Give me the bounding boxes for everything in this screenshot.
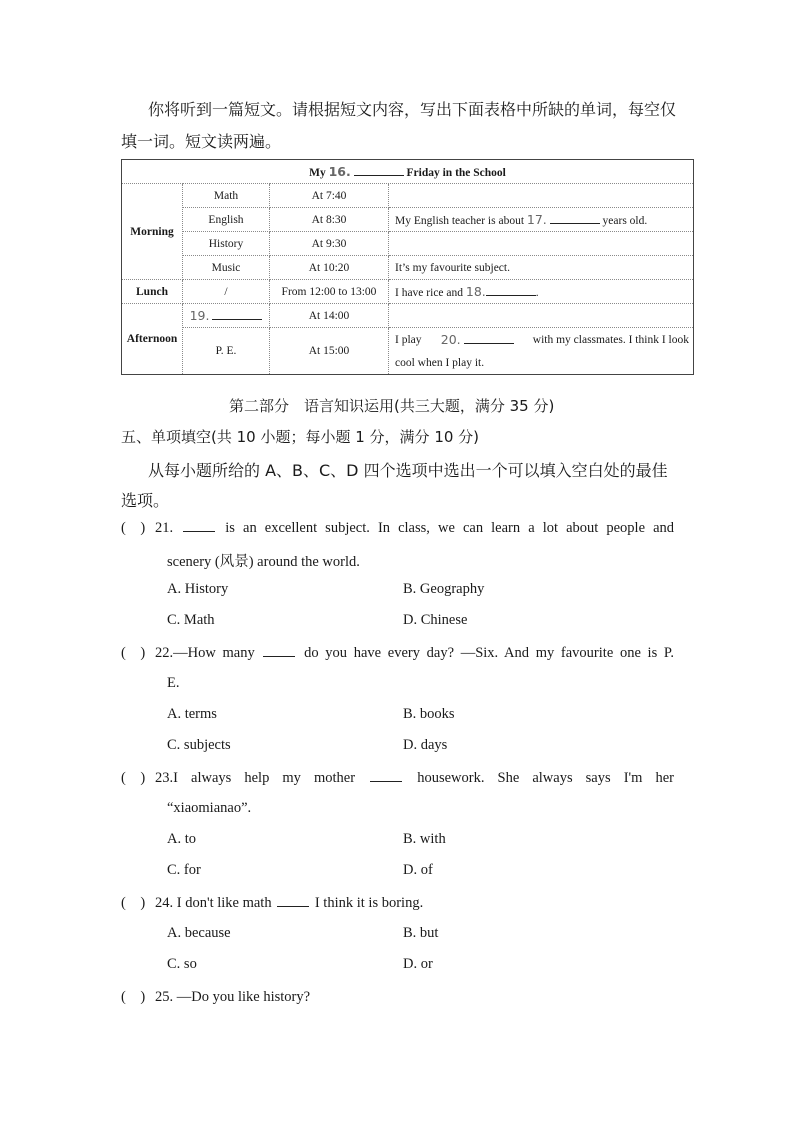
option-d[interactable]: D. days (403, 737, 448, 753)
note-cell: It’s my favourite subject. (389, 256, 694, 280)
question-24: ( ) 24. I don't like math I think it is boring. (121, 895, 424, 911)
question-blank (370, 769, 402, 782)
note-cell (389, 184, 694, 208)
listening-instruction-line2: 填一词。短文读两遍。 (121, 132, 282, 151)
note-cell: My English teacher is about 17. years old. (389, 208, 694, 232)
answer-blank-18[interactable] (486, 285, 536, 296)
option-b[interactable]: B. books (403, 706, 455, 722)
option-d[interactable]: D. Chinese (403, 612, 468, 628)
time-cell: From 12:00 to 13:00 (270, 280, 389, 304)
blank-number-19: 19. (189, 308, 210, 323)
option-a[interactable]: A. to (167, 831, 196, 847)
time-cell: At 10:20 (270, 256, 389, 280)
subject-cell: P. E. (183, 328, 270, 375)
subject-cell: Math (183, 184, 270, 208)
directions-line1: 从每小题所给的 A、B、C、D 四个选项中选出一个可以填入空白处的最佳 (148, 461, 668, 480)
option-c[interactable]: C. Math (167, 612, 215, 628)
subject-cell (183, 304, 270, 328)
option-c[interactable]: C. so (167, 956, 197, 972)
answer-paren[interactable]: ( ) (121, 520, 146, 536)
time-cell: At 8:30 (270, 208, 389, 232)
option-d[interactable]: D. of (403, 862, 433, 878)
question-continuation: E. (167, 675, 180, 691)
answer-blank-20[interactable] (464, 333, 514, 344)
option-b[interactable]: B. but (403, 925, 439, 941)
question-25: ( ) 25. —Do you like history? (121, 989, 311, 1005)
note-cell (389, 304, 694, 328)
time-cell: At 9:30 (270, 232, 389, 256)
blank-number-17: 17. (526, 212, 547, 227)
blank-number-16: 16. (328, 164, 351, 179)
option-a[interactable]: A. History (167, 581, 229, 597)
question-22: ( ) 22.—How many do you have every day? —Six. And my favourite one is P. (121, 645, 674, 661)
question-blank (183, 519, 215, 532)
question-21: ( ) 21. is an excellent subject. In class, we can learn a lot about people and (121, 520, 675, 536)
time-cell: At 7:40 (270, 184, 389, 208)
directions-line2: 选项。 (121, 491, 170, 510)
option-b[interactable]: B. with (403, 831, 446, 847)
answer-blank-19[interactable] (212, 309, 262, 320)
question-blank (263, 644, 295, 657)
listening-instruction-line1: 你将听到一篇短文。请根据短文内容，写出下面表格中所缺的单词，每空仅 (148, 100, 677, 119)
option-c[interactable]: C. for (167, 862, 201, 878)
answer-blank-17[interactable] (550, 213, 600, 224)
subject-cell: / (183, 280, 270, 304)
schedule-table (121, 159, 694, 375)
question-23: ( ) 23.I always help my mother housework. She always says I'm her (121, 770, 675, 786)
question-continuation: “xiaomianao”. (167, 800, 252, 816)
question-continuation: scenery (风景) around the world. (167, 554, 360, 570)
part-two-heading: 第二部分 语言知识运用(共三大题，满分 35 分) (229, 397, 555, 415)
section-five-heading: 五、单项填空(共 10 小题；每小题 1 分，满分 10 分) (121, 428, 480, 446)
option-b[interactable]: B. Geography (403, 581, 485, 597)
option-a[interactable]: A. because (167, 925, 231, 941)
time-cell: At 14:00 (270, 304, 389, 328)
subject-cell: History (183, 232, 270, 256)
option-a[interactable]: A. terms (167, 706, 217, 722)
note-cell: I play 20. with my classmates. I think I look cool when I play it. (389, 328, 694, 375)
subject-cell: English (183, 208, 270, 232)
period-afternoon: Afternoon (122, 304, 183, 375)
answer-paren[interactable]: ( ) (121, 770, 146, 786)
option-d[interactable]: D. or (403, 956, 433, 972)
note-cell (389, 232, 694, 256)
blank-number-18: 18. (465, 284, 486, 299)
answer-blank-16[interactable] (354, 165, 404, 176)
answer-paren[interactable]: ( ) (121, 895, 146, 911)
table-title: My 16. Friday in the School (122, 160, 694, 184)
blank-number-20: 20. (440, 331, 461, 347)
answer-paren[interactable]: ( ) (121, 989, 146, 1005)
period-lunch: Lunch (122, 280, 183, 304)
subject-cell: Music (183, 256, 270, 280)
option-c[interactable]: C. subjects (167, 737, 231, 753)
question-blank (277, 894, 309, 907)
period-morning: Morning (122, 184, 183, 280)
answer-paren[interactable]: ( ) (121, 645, 146, 661)
note-cell: I have rice and 18. . (389, 280, 694, 304)
time-cell: At 15:00 (270, 328, 389, 375)
